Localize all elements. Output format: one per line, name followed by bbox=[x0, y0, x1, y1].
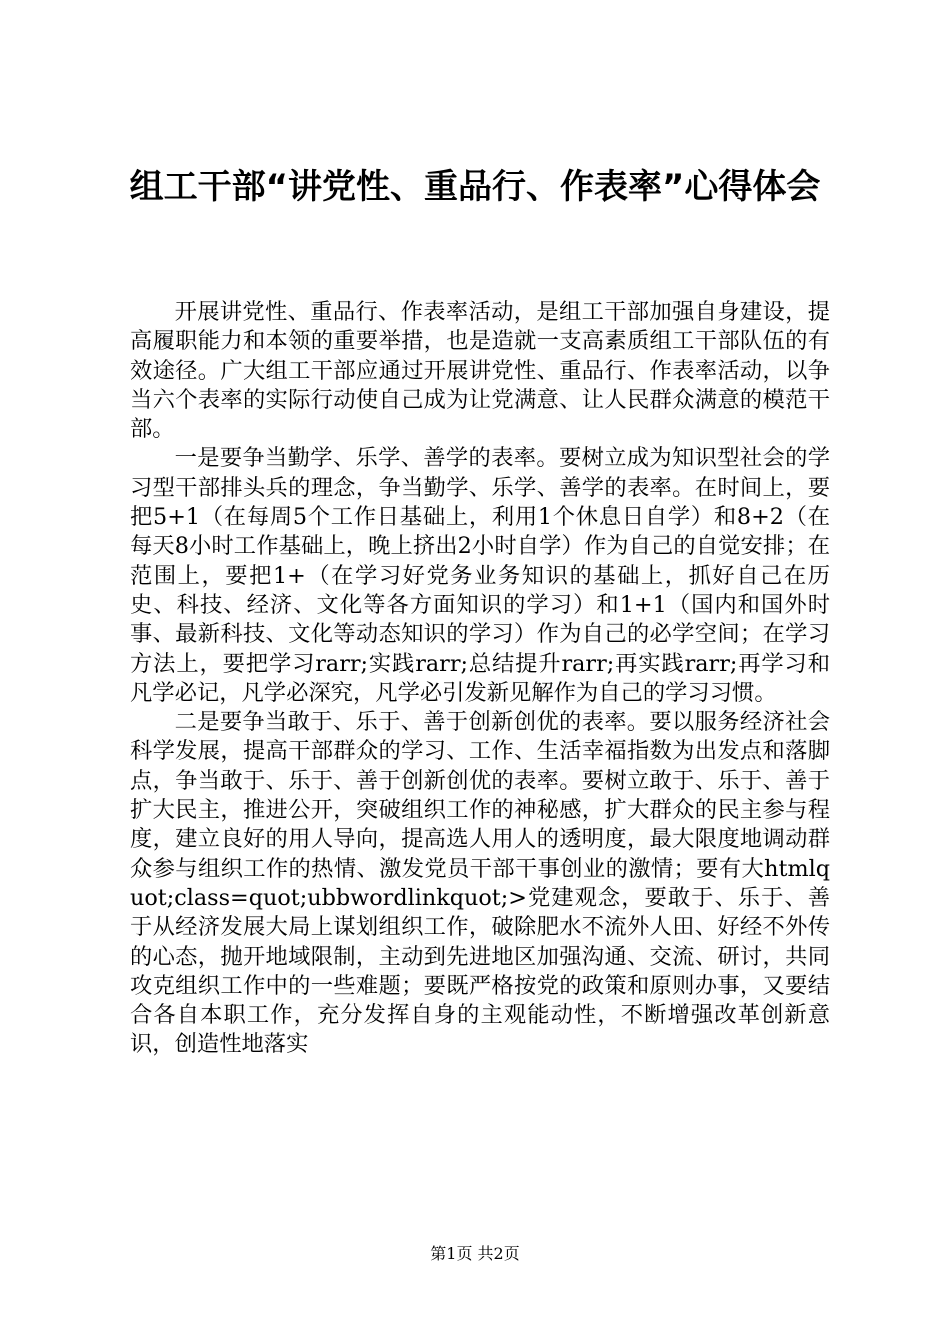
document-title: 组工干部“讲党性、重品行、作表率”心得体会 bbox=[129, 167, 821, 207]
paragraph-point-one: 一是要争当勤学、乐学、善学的表率。要树立成为知识型社会的学习型干部排头兵的理念，争当勤学、乐学、善学的表率。在时间上，要把5+1（在每周5个工作日基础上，利用1个休息日自学）和8+2（在每天8小时工作基础上，晚上挤出2小时自学）作为自己的自觉安排；在范围上，要把1+（在学习好党务业务知识的基础上，抓好自己在历史、科技、经济、文化等各方面知识的学习）和1+1（国内和国外时事、最新科技、文化等动态知识的学习）作为自己的必学空间；在学习方法上，要把学习rarr;实践rarr;总结提升rarr;再实践rarr;再学习和凡学必记，凡学必深究，凡学必引发新见解作为自己的学习习惯。 bbox=[130, 445, 830, 706]
page-footer bbox=[0, 1244, 950, 1264]
paragraph-point-two: 二是要争当敢于、乐于、善于创新创优的表率。要以服务经济社会科学发展，提高干部群众的学习、工作、生活幸福指数为出发点和落脚点，争当敢于、乐于、善于创新创优的表率。要树立敢于、乐于、善于扩大民主，推进公开，突破组织工作的神秘感，扩大群众的民主参与程度，建立良好的用人导向，提高选人用人的透明度，最大限度地调动群众参与组织工作的热情、激发党员干部干事创业的激情；要有大htmlquot;class=quot;ubbwordlinkquot;>党建观念，要敢于、乐于、善于从经济发展大局上谋划组织工作，破除肥水不流外人田、好经不外传的心态，抛开地域限制，主动到先进地区加强沟通、交流、研讨，共同攻克组织工作中的一些难题；要既严格按党的政策和原则办事，又要结合各自本职工作，充分发挥自身的主观能动性，不断增强改革创新意识，创造性地落实 bbox=[130, 709, 830, 1058]
paragraph-intro: 开展讲党性、重品行、作表率活动，是组工干部加强自身建设，提高履职能力和本领的重要举措，也是造就一支高素质组工干部队伍的有效途径。广大组工干部应通过开展讲党性、重品行、作表率活动，以争当六个表率的实际行动使自己成为让党满意、让人民群众满意的模范干部。 bbox=[130, 299, 830, 443]
document-body bbox=[130, 298, 830, 1060]
page-number: 第1页 共2页 bbox=[430, 1244, 520, 1263]
